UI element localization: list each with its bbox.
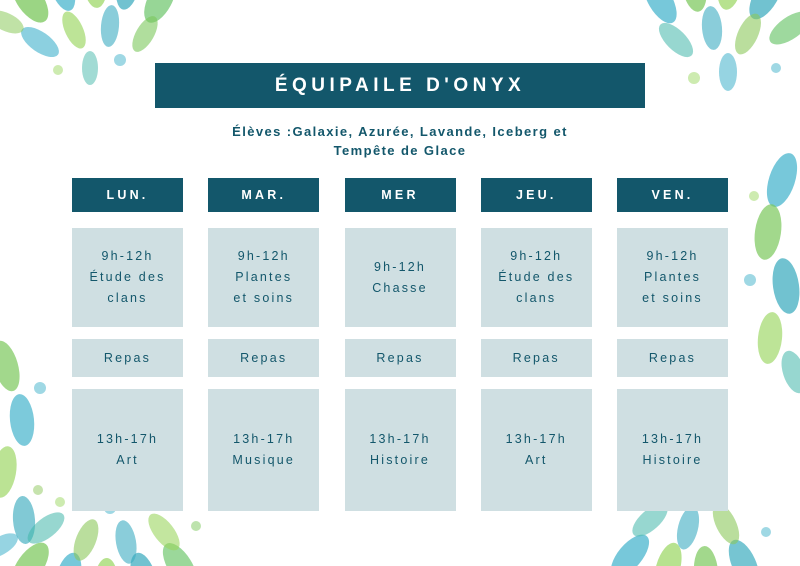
afternoon-activity-mercredi-line1: Histoire <box>370 453 430 467</box>
lunch-slot-jeudi: Repas <box>481 339 592 377</box>
morning-activity-mardi-line2: et soins <box>233 291 295 305</box>
morning-slot-jeudi <box>481 228 592 327</box>
morning-activity-jeudi-line1: Étude des <box>498 270 575 284</box>
morning-time-jeudi: 9h-12h <box>510 249 563 263</box>
afternoon-time-lundi: 13h-17h <box>96 432 159 446</box>
morning-time-vendredi: 9h-12h <box>646 249 699 263</box>
students-list <box>100 122 700 160</box>
morning-time-lundi: 9h-12h <box>101 249 154 263</box>
morning-activity-jeudi-line2: clans <box>516 291 557 305</box>
morning-activity-vendredi-line1: Plantes <box>643 270 702 284</box>
afternoon-time-jeudi: 13h-17h <box>505 432 567 446</box>
morning-activity-mardi-line1: Plantes <box>235 270 293 284</box>
watercolor-petal-cluster-middle-right <box>720 140 800 400</box>
page-title-bar <box>155 63 645 108</box>
afternoon-time-mardi: 13h-17h <box>233 432 295 446</box>
watercolor-petal-cluster-middle-left <box>0 330 70 560</box>
day-header-jeudi: JEU. <box>481 178 592 212</box>
day-header-vendredi: VEN. <box>617 178 728 212</box>
lunch-slot-mardi: Repas <box>208 339 319 377</box>
schedule-column-mardi <box>208 178 319 511</box>
afternoon-time-vendredi: 13h-17h <box>641 432 704 446</box>
afternoon-slot-lundi <box>72 389 183 511</box>
page-title: ÉQUIPAILE D'ONYX <box>274 74 526 96</box>
afternoon-activity-mardi-line1: Musique <box>232 453 296 467</box>
morning-activity-mercredi-line1: Chasse <box>372 280 428 295</box>
afternoon-activity-vendredi-line1: Histoire <box>642 453 703 467</box>
afternoon-slot-jeudi <box>481 389 592 511</box>
morning-activity-vendredi-line2: et soins <box>642 291 703 305</box>
schedule-grid <box>72 178 728 511</box>
schedule-column-mercredi <box>345 178 456 511</box>
afternoon-activity-jeudi-line1: Art <box>524 453 548 467</box>
morning-slot-vendredi <box>617 228 728 327</box>
lunch-slot-vendredi: Repas <box>617 339 728 377</box>
students-list-line1: Élèves :Galaxie, Azurée, Lavande, Iceberg et <box>232 124 568 139</box>
day-header-mardi: MAR. <box>208 178 319 212</box>
morning-activity-lundi-line1: Étude des <box>89 270 166 284</box>
schedule-column-lundi <box>72 178 183 511</box>
morning-time-mercredi: 9h-12h <box>373 259 427 274</box>
afternoon-slot-mercredi <box>345 389 456 511</box>
morning-slot-lundi <box>72 228 183 327</box>
afternoon-slot-vendredi <box>617 389 728 511</box>
lunch-slot-lundi: Repas <box>72 339 183 377</box>
morning-slot-mercredi <box>345 228 456 327</box>
morning-slot-mardi <box>208 228 319 327</box>
afternoon-time-mercredi: 13h-17h <box>369 432 431 446</box>
day-header-lundi: LUN. <box>72 178 183 212</box>
morning-activity-lundi-line2: clans <box>107 291 148 305</box>
schedule-column-vendredi <box>617 178 728 511</box>
afternoon-slot-mardi <box>208 389 319 511</box>
day-header-mercredi: MER <box>345 178 456 212</box>
students-list-line2: Tempête de Glace <box>333 143 467 158</box>
afternoon-activity-lundi-line1: Art <box>116 453 139 467</box>
schedule-column-jeudi <box>481 178 592 511</box>
morning-time-mardi: 9h-12h <box>237 249 290 263</box>
lunch-slot-mercredi: Repas <box>345 339 456 377</box>
